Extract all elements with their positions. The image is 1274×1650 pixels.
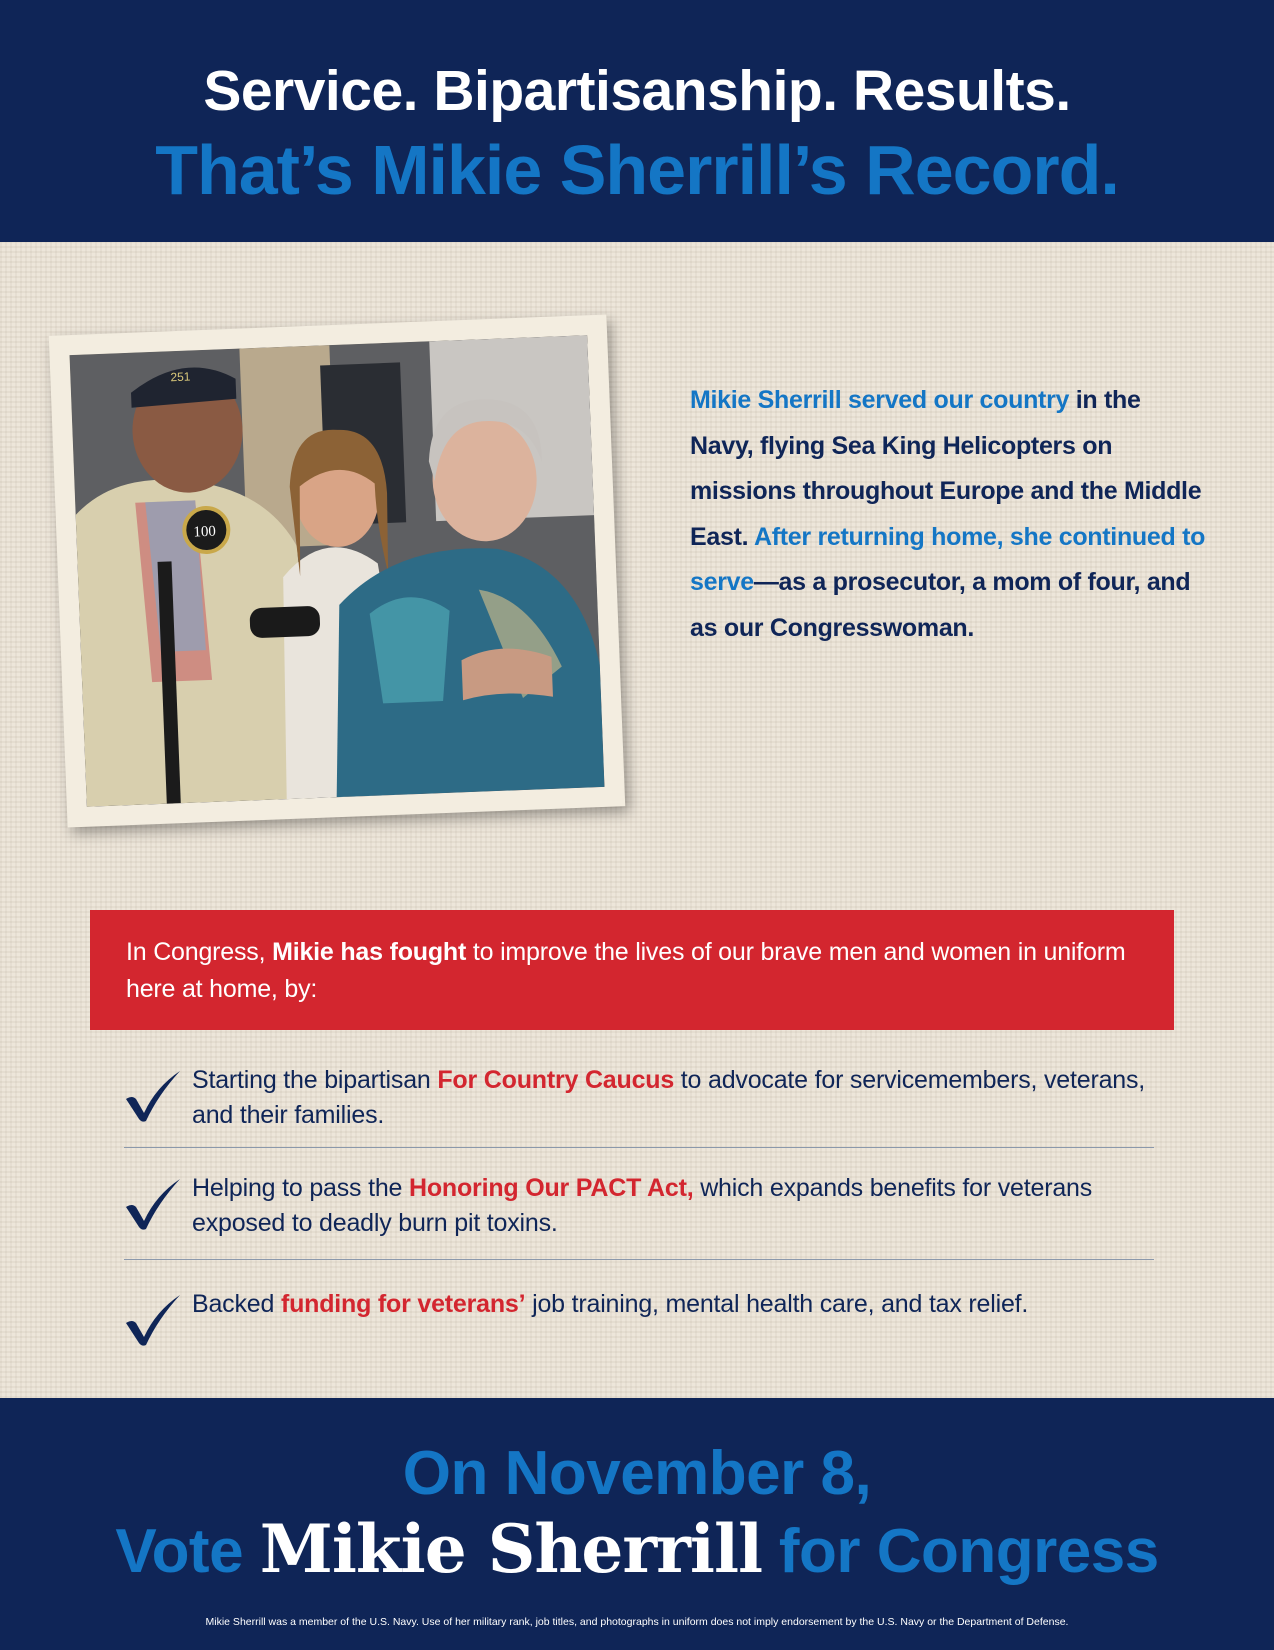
list-item-text-before: Helping to pass the — [192, 1174, 409, 1202]
callout-text-1: In Congress, — [126, 938, 273, 966]
callout-text-2: to improve the lives of our brave men and women in uniform here at home, by: — [126, 938, 1126, 1003]
list-item-text — [192, 1063, 1172, 1133]
list-item-highlight: For Country Caucus — [437, 1066, 675, 1094]
list-item-text-after: job training, mental health care, and tax relief. — [525, 1290, 1029, 1318]
list-item-text — [192, 1287, 1172, 1322]
list-item-highlight: Honoring Our PACT Act, — [408, 1174, 694, 1202]
age-badge: 100 — [193, 523, 217, 541]
intro-highlight-2: After returning home, she continued to serve — [690, 522, 1206, 596]
header-tagline: Service. Bipartisanship. Results. — [203, 59, 1071, 123]
divider — [124, 1259, 1154, 1260]
for-congress: for Congress — [762, 1517, 1159, 1586]
election-date: On November 8, — [402, 1439, 872, 1508]
vote-word: Vote — [115, 1517, 260, 1586]
intro-paragraph — [690, 378, 1210, 651]
candidate-name: Mikie Sherrill — [259, 1510, 763, 1588]
intro-text-1: in the Navy, flying Sea King Helicopters on missions throughout Europe and the Middle East. — [690, 386, 1202, 551]
callout-text — [126, 934, 1146, 1008]
callout-box — [90, 910, 1174, 1030]
checkmark-icon — [122, 1069, 184, 1123]
vote-call — [0, 1510, 1274, 1588]
callout-emphasis: Mikie has fought — [272, 938, 467, 966]
divider — [124, 1147, 1154, 1148]
photo-frame — [49, 314, 625, 827]
intro-text-2: —as a prosecutor, a mom of four, and as our Congresswoman. — [690, 568, 1191, 642]
cap-number: 251 — [170, 369, 191, 385]
list-item-text-after: which expands benefits for veterans exposed to deadly burn pit toxins. — [192, 1174, 1093, 1237]
veterans-photo — [70, 335, 605, 807]
header-title: That’s Mikie Sherrill’s Record. — [155, 131, 1119, 209]
disclaimer: Mikie Sherrill was a member of the U.S. Navy. Use of her military rank, job titles, and photographs in uniform does not imply endorsement by the U.S. Navy or the Department of Defense. — [205, 1616, 1069, 1628]
checkmark-icon — [122, 1177, 184, 1231]
footer-banner — [0, 1398, 1274, 1650]
checkmark-icon — [122, 1293, 184, 1347]
list-item-text-before: Backed — [192, 1290, 281, 1318]
list-item-text-before: Starting the bipartisan — [192, 1066, 438, 1094]
list-item-text-after: to advocate for servicemembers, veterans, and their families. — [192, 1066, 1146, 1129]
list-item-highlight: funding for veterans’ — [280, 1290, 526, 1318]
list-item-text — [192, 1171, 1172, 1241]
header-banner — [0, 0, 1274, 242]
intro-highlight-1: Mikie Sherrill served our country — [690, 386, 1070, 414]
